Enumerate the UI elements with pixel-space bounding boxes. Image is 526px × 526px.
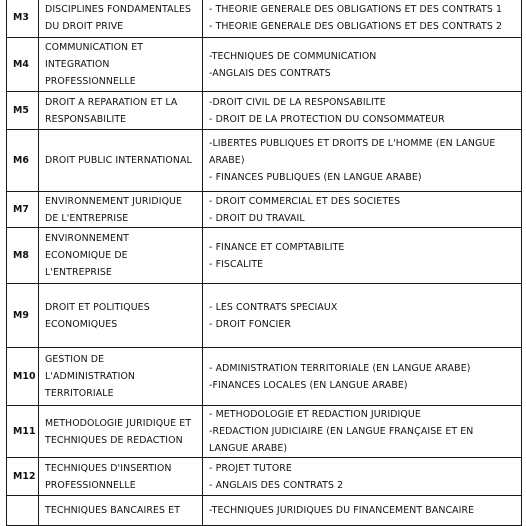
module-subject-line: -ANGLAIS DES CONTRATS xyxy=(209,67,331,79)
module-subject-line: - LES CONTRATS SPECIAUX xyxy=(209,301,338,313)
module-title-line: ENVIRONNEMENT xyxy=(45,233,130,244)
table-row xyxy=(7,192,522,228)
table-row xyxy=(7,130,522,192)
module-code: M4 xyxy=(7,38,39,92)
module-title-line: L'ENTREPRISE xyxy=(45,267,112,278)
module-title-line: ENVIRONNEMENT JURIDIQUE xyxy=(45,195,183,207)
table-row xyxy=(7,348,522,406)
module-subject-line: - DROIT FONCIER xyxy=(209,318,291,330)
module-title-line: DE L'ENTREPRISE xyxy=(45,212,129,224)
module-subject-line: - METHODOLOGIE ET REDACTION JURIDIQUE xyxy=(209,409,421,420)
module-subject-line: -TECHNIQUES DE COMMUNICATION xyxy=(209,50,377,62)
module-title xyxy=(39,192,203,228)
module-subject-line: - FINANCES PUBLIQUES (EN LANGUE ARABE) xyxy=(209,172,422,183)
module-title-line: ECONOMIQUES xyxy=(45,318,118,330)
module-table xyxy=(6,0,522,526)
module-subject-line: - ANGLAIS DES CONTRATS 2 xyxy=(209,479,344,491)
module-subject-line: - DROIT COMMERCIAL ET DES SOCIETES xyxy=(209,195,401,207)
module-title xyxy=(39,284,203,348)
module-code: M7 xyxy=(7,192,39,228)
module-title-line: DISCIPLINES FONDAMENTALES xyxy=(45,3,192,15)
module-title xyxy=(39,458,203,496)
module-title xyxy=(39,496,203,526)
module-code: M11 xyxy=(7,406,39,458)
module-title-line: PROFESSIONNELLE xyxy=(45,76,136,87)
module-subjects xyxy=(203,406,522,458)
module-subject-line: -TECHNIQUES JURIDIQUES DU FINANCEMENT BANCAIRE xyxy=(209,505,475,516)
module-title-line: COMMUNICATION ET xyxy=(45,42,144,53)
module-code: M5 xyxy=(7,92,39,130)
table-row xyxy=(7,284,522,348)
module-code: M12 xyxy=(7,458,39,496)
module-title-line: L'ADMINISTRATION xyxy=(45,371,136,382)
module-code: M6 xyxy=(7,130,39,192)
module-subjects xyxy=(203,284,522,348)
module-title-line: DROIT ET POLITIQUES xyxy=(45,301,150,313)
module-title-line: TECHNIQUES BANCAIRES ET xyxy=(45,505,181,516)
module-subjects xyxy=(203,496,522,526)
module-title xyxy=(39,38,203,92)
table-row xyxy=(7,496,522,526)
module-title-line: GESTION DE xyxy=(45,354,105,365)
module-subject-line: - FISCALITE xyxy=(209,258,264,270)
module-subject-line: LANGUE ARABE) xyxy=(209,443,288,454)
module-subject-line: - THEORIE GENERALE DES OBLIGATIONS ET DES CONTRATS 2 xyxy=(209,20,503,32)
module-subject-line: - PROJET TUTORE xyxy=(209,462,292,474)
module-title-line: DROIT PUBLIC INTERNATIONAL xyxy=(45,155,192,166)
module-title-line: PROFESSIONNELLE xyxy=(45,479,136,491)
module-subject-line: ARABE) xyxy=(209,155,245,166)
module-title xyxy=(39,348,203,406)
module-subjects xyxy=(203,0,522,38)
module-subject-line: - ADMINISTRATION TERRITORIALE (EN LANGUE ARABE) xyxy=(209,362,471,374)
module-subjects xyxy=(203,228,522,284)
module-title xyxy=(39,0,203,38)
table-row xyxy=(7,0,522,38)
module-subjects xyxy=(203,458,522,496)
module-subject-line: - DROIT DU TRAVAIL xyxy=(209,212,305,224)
module-code: M10 xyxy=(7,348,39,406)
module-subjects xyxy=(203,92,522,130)
module-title-line: INTEGRATION xyxy=(45,59,110,70)
module-subject-line: -REDACTION JUDICIAIRE (EN LANGUE FRANÇAISE ET EN xyxy=(209,426,474,437)
module-subject-line: - THEORIE GENERALE DES OBLIGATIONS ET DES CONTRATS 1 xyxy=(209,3,503,15)
module-title-line: METHODOLOGIE JURIDIQUE ET xyxy=(45,417,192,429)
table-row xyxy=(7,38,522,92)
module-subject-line: - FINANCE ET COMPTABILITE xyxy=(209,241,345,253)
module-title-line: TECHNIQUES D'INSERTION xyxy=(45,462,172,474)
module-subjects xyxy=(203,348,522,406)
module-subjects xyxy=(203,130,522,192)
module-code: M8 xyxy=(7,228,39,284)
module-code: M9 xyxy=(7,284,39,348)
table-row xyxy=(7,458,522,496)
module-title-line: TECHNIQUES DE REDACTION xyxy=(45,434,183,446)
module-code xyxy=(7,496,39,526)
module-title xyxy=(39,228,203,284)
module-title-line: ECONOMIQUE DE xyxy=(45,250,128,261)
module-title-line: TERRITORIALE xyxy=(45,388,114,399)
module-title xyxy=(39,130,203,192)
table-row xyxy=(7,406,522,458)
module-subject-line: -LIBERTES PUBLIQUES ET DROITS DE L'HOMME (EN LANGUE xyxy=(209,138,496,149)
module-title-line: DROIT A REPARATION ET LA xyxy=(45,96,178,108)
module-subject-line: -FINANCES LOCALES (EN LANGUE ARABE) xyxy=(209,379,408,391)
table-row xyxy=(7,228,522,284)
module-table-body xyxy=(7,0,522,526)
module-subjects xyxy=(203,192,522,228)
module-code: M3 xyxy=(7,0,39,38)
module-title xyxy=(39,92,203,130)
module-table-container xyxy=(6,0,522,526)
module-subjects xyxy=(203,38,522,92)
module-title-line: RESPONSABILITE xyxy=(45,113,127,125)
module-subject-line: - DROIT DE LA PROTECTION DU CONSOMMATEUR xyxy=(209,113,445,125)
module-title xyxy=(39,406,203,458)
module-subject-line: -DROIT CIVIL DE LA RESPONSABILITE xyxy=(209,96,386,108)
table-row xyxy=(7,92,522,130)
module-title-line: DU DROIT PRIVE xyxy=(45,20,124,32)
